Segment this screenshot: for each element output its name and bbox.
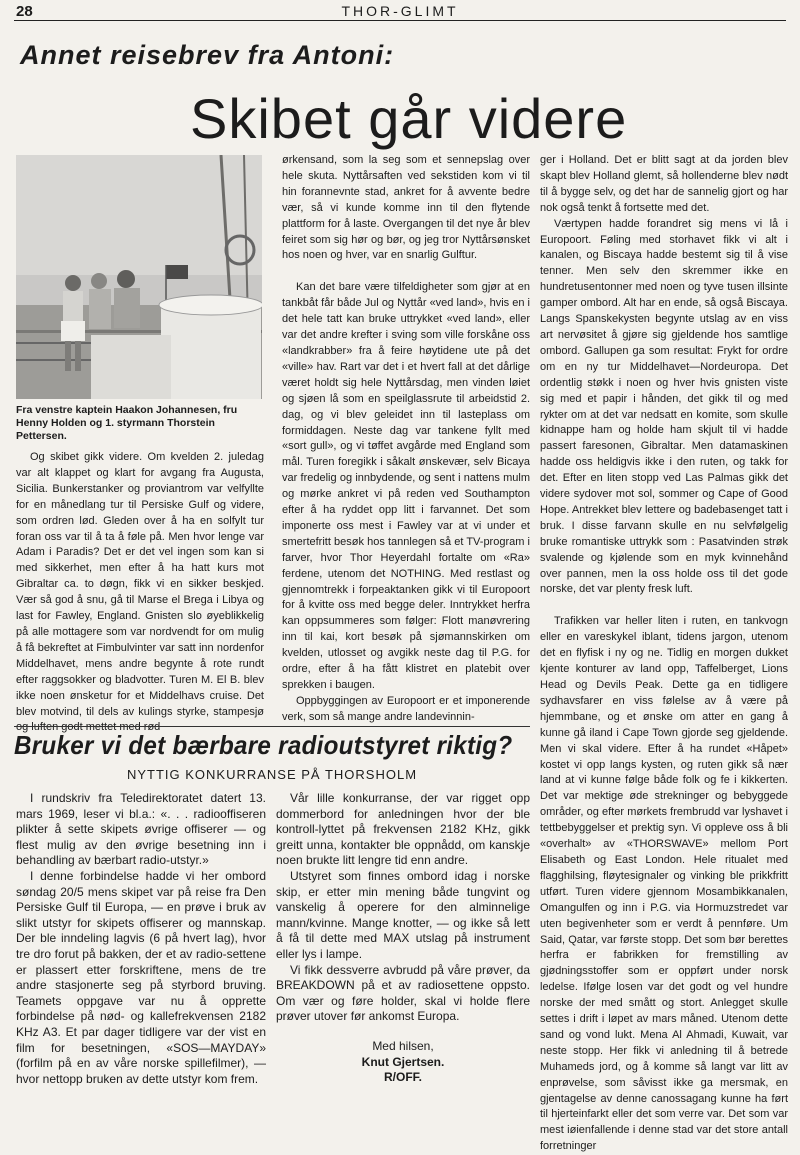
- article-column-3: [540, 153, 788, 1155]
- crew-photo-illustration: [16, 155, 262, 399]
- paragraph: Utstyret som finnes ombord idag i norske skip, er etter min mening både tungvint og vanskelig å operere for den alminnelige mann/kvinne. Mange knotter, — og ikke så lett å få til dette med MAX utslag på instrument eller lys i lampe.: [276, 868, 530, 961]
- header-rule: [14, 20, 786, 21]
- article-column-2: [282, 153, 530, 726]
- article2-subtitle: NYTTIG KONKURRANSE PÅ THORSHOLM: [126, 767, 418, 782]
- crew-photo: [16, 155, 262, 399]
- page-number: 28: [16, 3, 33, 20]
- paragraph: Vi fikk dessverre avbrudd på våre prøver, da BREAKDOWN på et av radiosettene oppsto. Om vær og føre holder, skal vi holde flere prøver utover før ankomst Europa.: [276, 962, 530, 1024]
- article-headline: Skibet går videre: [190, 87, 628, 150]
- article-kicker: Annet reisebrev fra Antoni:: [20, 40, 395, 70]
- article2-column-1: [16, 791, 266, 1087]
- signoff-greeting: Med hilsen,: [372, 1038, 434, 1053]
- paragraph: ger i Holland. Det er blitt sagt at da jorden blev skapt blev Holland glemt, så hollenderne blev nødt til å bygge selv, og det har de sannelig gjort og har nok også tenkt å fortsette med det.: [540, 154, 788, 214]
- paragraph: Trafikken var heller liten i ruten, en tankvogn eller en vareskykel iblant, tidens jargon, utenom det en flyfisk i ny og ne. Tidlig en morgen dukket kjente konturer av land opp, Taffelberget, Lions Head og Devils Peak. Dette ga en tidligere sydhavsfarer en viss følelse av å være på hjemmbane, og et ønske om atter en gang å kunne gå iland i Cape Town gjorde seg gjeldende. Men vi skal videre. Efter å ha rundet «Håpet» kostet vi opp langs kysten, og ruten gikk så nær land at vi kunne følge både folk og fe i kikkerten. Det var mektige øde strekninger og bebyggede områder, og efter mørkets frembrudd var lyshavet i tettbebyggelser et prektig syn. Vi oppleve oss å bli «overhalt» av «THORSWAVE» mellom Port Elisabeth og East London. Hele ritualet med flagghilsing, fløytesignaler og vinking ble prikkfritt utført. Turen videre gjennom Mosambikkanalen, Omangulfen og inn i P.G. via Hormuzstredet var uten begivenheter som er verdt å pennføre. Um Said, Qatar, var første stopp. Det som bør berettes herfra er fabrikken for fremstilling av gjødningsstoffer som er oppført under norsk ledelse. Ifølge losen var det godt og vel hundre norske der med smått og stort. Anlegget skulle settes i drift i løpet av mars måned. Utenom dette sand og vond lukt. Mena Al Ahmadi, Kuwait, var neste stopp. Her fikk vi anledning til å betrede Muhameds jord, og å komme så langt var litt av enprøvelse, som såvisst ikke ga mersmak, en gjentagelse av denne canossagang kunne ha ført til hjerteinfarkt eller det som verre var. Det som var mest iøienfallende i denne stad var det store antall forretninger: [540, 615, 788, 1153]
- paragraph: Værtypen hadde forandret sig mens vi lå i Europoort. Føling med storhavet fikk vi alt i kanalen, og Biscaya hadde bestemt sig til å vise tenner. Men selv den skremmer ikke en hundretusentonner med noen og tyve tusen illsinte gamper ombord. Alt har en ende, så også Biscaya. Langs Spanskekysten begynte utslag av en viss art nervøsitet å gjøre sig gjeldende hos samtlige ombord. Gallupen ga som resultat: Frykt for ordre om en ny tur Middelhavet—Nordeuropa. Det ordentlig støkk i noen og hver hvis gnisten viste sig med et papir i hånden, det gikk til og med rykter om at det var nedsatt en komite, som skulle kidnappe ham og holde ham skjult til vi hadde passert faresonen, Gibraltar. Men datamaskinen hadde oss heldigvis ikke i den ruten, og takk for det. Efter en liten stopp ved Las Palmas gikk det videre sydover mot sol, sommer og Cape of Good Hope. Antrekket blev lettere og badebasenget tatt i bruk. I disse farvann skulle en nu selvfølgelig bruke romantiske uttrykk som : Pasatvinden strøk svalende og kjølende som en myk kvinnehånd over pannen, men la oss holde oss til det gode norske, det var plenty fresk luft.: [540, 217, 788, 596]
- signoff-name: Knut Gjertsen.: [361, 1054, 445, 1069]
- article2-column-2: [276, 791, 530, 1086]
- paragraph: ørkensand, som la seg som et sennepslag over hele skuta. Nyttårsaften ved sekstiden kom vi til hin forannevnte stad, ankret for å avvente bedre vær, så vi kunde komme inn til den flytende plattform for å laste. Overgangen til det nye år blev feiret som sig hør og bør, og jeg tror Nyttårsønsket hos noen og hver, var en snarlig Gulftur.: [282, 154, 530, 262]
- section-divider: [14, 726, 530, 727]
- paragraph: I rundskriv fra Teledirektoratet datert 13. mars 1969, leser vi bl.a.: «. . . radiooffiseren plikter å sette skipets øvrige offiserer — og flest mulig av den øvrige besetning inn i behandling av bærbart radio-utstyr.»: [16, 791, 266, 868]
- paragraph: Kan det bare være tilfeldigheter som gjør at en tankbåt får både Jul og Nyttår «ved land», hvis en i det hele tatt kan bruke uttrykket «ved land», eller var det andre krefter i sving som ville forskåne oss «landkrabber» fra å feire høytidene ute på det «ville» hav. Rart var det i et hvert fall at det dårlige været holdt sig hele Nyttårsdag, men vinden løiet og sjøen lå som en speilglassrute til arbeidstid 2. dag, og vi blev geleidet inn til lasteplass om formiddagen. Neste dag var tankene fyllt med «sort gull», og vi tøffet avgårde med England som mål. Turen foregikk i såkalt ønskevær, selv Bicaya var fredelig og innbydende, og sent i nattens mulm og mørke ankret vi på reden ved Southampton efter å ha ryddet opp litt i farvannet. Det som imponerte oss mest i Fawley var at vi under et smertefritt besøk hos tannlegen så et TV-program i farver, hvor Thor Heyerdahl fortalte om «Ra» ferdene, utenom det NOTHING. Med restlast og gjennomtrekk i forpeaktanken gikk vi til Europoort for å kvitte oss med begge deler. Inntrykket herfra kan oppsummeres som følger: Flott manøvrering inn til kai, kort besøk på sjømannskirken om kvelden, utlosset og avgikk neste dag til P.G. for ordre, efter å ha fått klistret en platebit over sprekken i baugen.: [282, 281, 530, 691]
- paragraph: I denne forbindelse hadde vi her ombord søndag 20/5 mens skipet var på reise fra Den Persiske Gulf til Europa, — en prøve i bruk av slikt utstyr for skipets offiserer og mannskap. Der ble inndeling lagvis (6 på hvert lag), hvor tre dro forut på bakken, der et av radio-settene er plassert etter forskriftene, mens de tre andre stasjonerte seg på styrbord bruving. Teamets oppgave var nu å opprette forbindelse på nød- og kallefrekvensen 2182 KHz A3. Et par dager tidligere var der vist en film for besetningen, «SOS—MAYDAY» (forfilm på en av våre norske spillefilmer), — hvor nettopp bruken av dette utstyr kom frem.: [16, 868, 266, 1086]
- paragraph: Og skibet gikk videre. Om kvelden 2. juledag var alt klappet og klart for avgang fra Augusta, Sicilia. Bunkerstanker og proviantrom var velfyllte for en månedlang tur til Persiske Gulf og videre, som ordren lød. Gleden over å ha en solfylt tur foran oss var til å ta å føle på. Men hvor lenge var Adam i Paradis? Det er det vel ingen som kan si med sikkerhet, men efter å ha hatt kurs mot Gibraltar ca. to døgn, fikk vi en sikker beskjed. Vær så god å snu, gå til Marse el Brega i Libya og last for Fawley, England. Gnisten slo øyeblikkelig på alle mottagere som var nordvendt for om mulig å få bekreftet at Fimbulvinter var satt inn nordenfor Middelhavet, mens andre begynte å rote rundt efter raggsokker og bladvotter. Turen M. El B. blev ikke noen ønsketur for et Middelhavs cruise. Det blev motvind, til dels av kulings styrke, stampesjø og luften godt mettet med rød: [16, 451, 264, 734]
- publication-name: THOR-GLIMT: [341, 3, 459, 19]
- article2-title: Bruker vi det bærbare radioutstyret riktig?: [14, 730, 513, 760]
- paragraph: Oppbyggingen av Europoort er et imponerende verk, som så mange andre landevinnin-: [282, 694, 530, 723]
- photo-caption: Fra venstre kaptein Haakon Johannesen, fru Henny Holden og 1. styrmann Thorstein Pettersen.: [16, 404, 238, 442]
- paragraph: Vår lille konkurranse, der var rigget opp dommerbord for anledningen hvor der ble kontroll-lyttet på frekvensen 2182 KHz, gikk greitt unna, kontakter ble oppnådd, om kanskje noen brukte litt lengre tid enn andre.: [276, 791, 530, 868]
- article-column-1: [16, 450, 264, 736]
- signoff-role: R/OFF.: [384, 1070, 422, 1085]
- signoff: [276, 1039, 530, 1086]
